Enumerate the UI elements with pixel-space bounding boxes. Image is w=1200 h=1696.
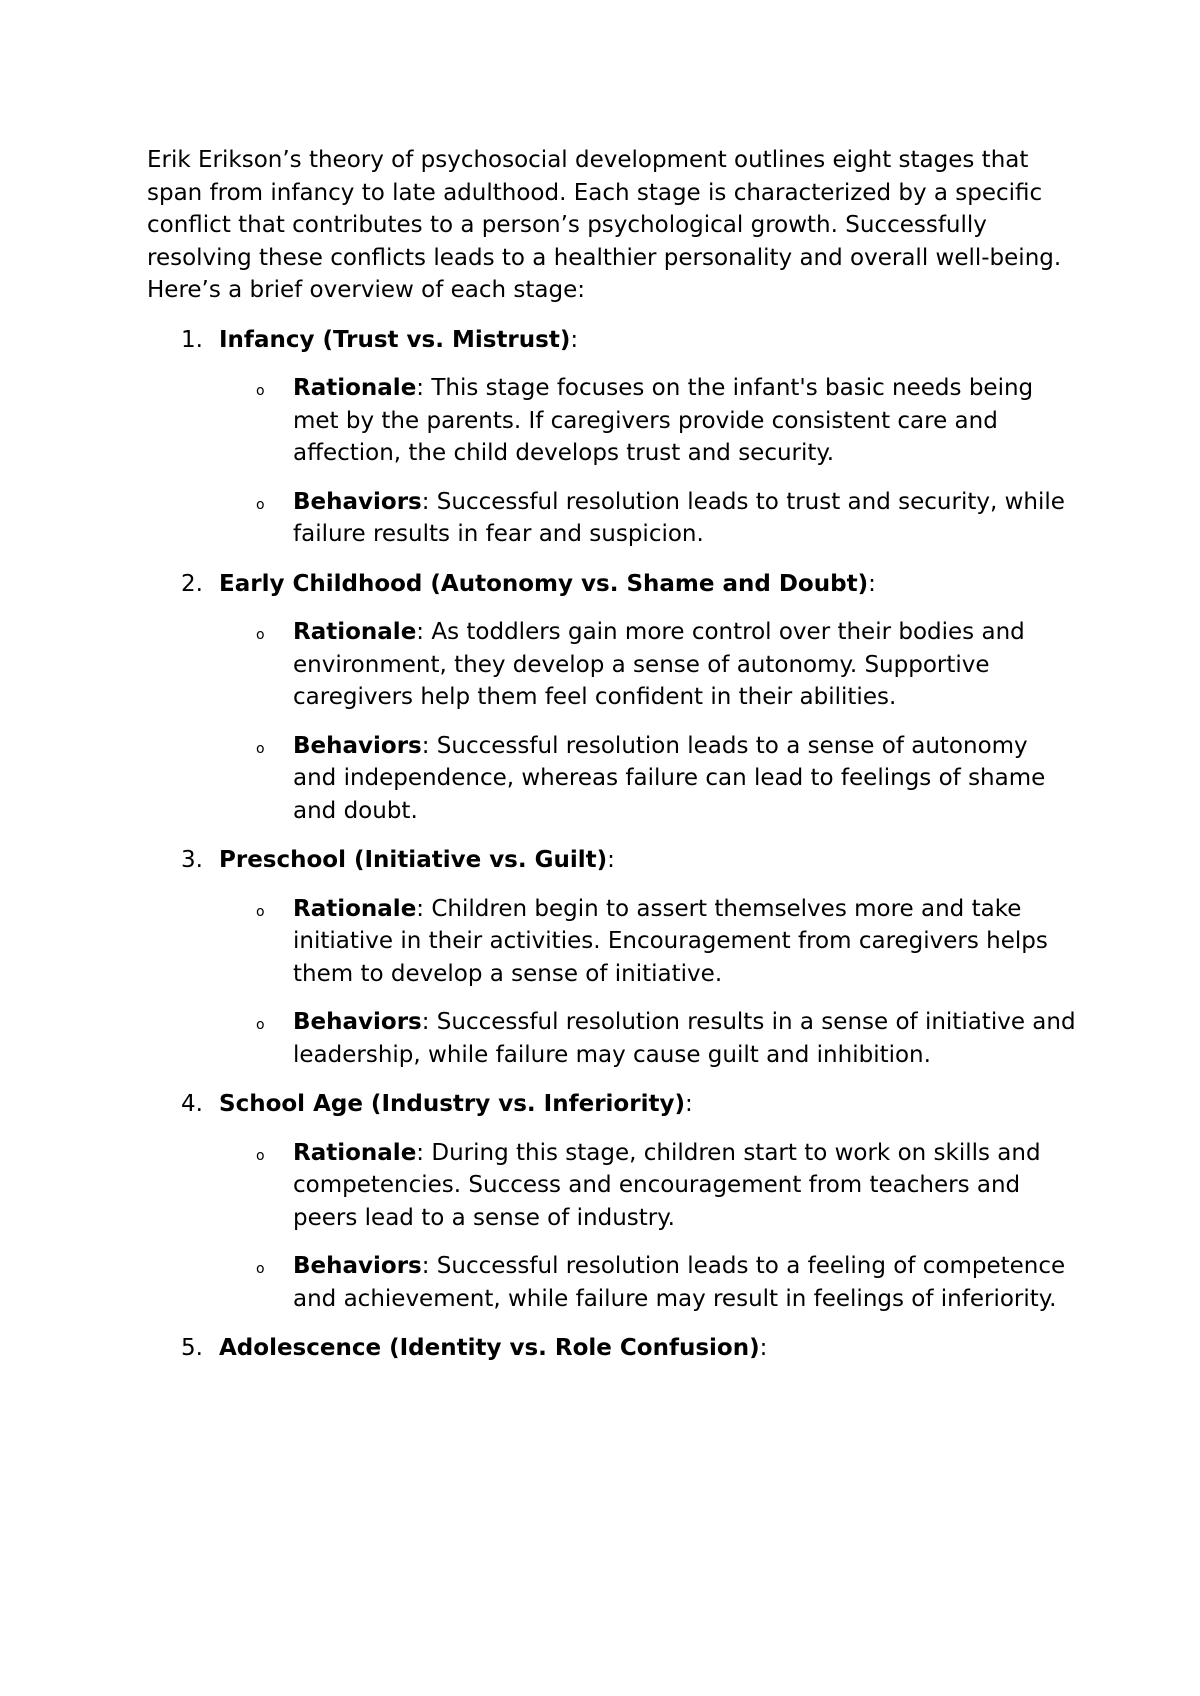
behaviors-item [147, 1250, 1077, 1315]
rationale-label: Rationale [293, 895, 417, 922]
stage-details [147, 372, 1077, 551]
bullet-marker: o [256, 496, 265, 513]
rationale-text: : As toddlers gain more control over their bodies and environment, they develop a sense of autonomy. Supportive caregivers help them feel confident in their abilities. [293, 619, 1025, 710]
stage-heading [147, 1332, 1077, 1365]
stage-title: Infancy (Trust vs. Mistrust) [219, 326, 571, 353]
stage-colon: : [759, 1335, 768, 1361]
bullet-marker: o [256, 1017, 265, 1033]
behaviors-text: : Successful resolution leads to a feeling of competence and achievement, while failure may result in feelings of inferiority. [293, 1253, 1066, 1312]
stage-title: School Age (Industry vs. Inferiority) [219, 1091, 685, 1117]
stage-number: 2. [181, 570, 203, 597]
behaviors-text: : Successful resolution leads to trust and security, while failure results in fear and suspicion. [293, 488, 1065, 547]
stage-colon: : [684, 1091, 693, 1117]
bullet-marker: o [256, 1261, 265, 1277]
rationale-label: Rationale [293, 375, 417, 401]
rationale-item [147, 893, 1077, 991]
behaviors-item [147, 486, 1077, 551]
stage-title: Preschool (Initiative vs. Guilt) [219, 847, 608, 873]
stage-colon: : [570, 326, 579, 353]
rationale-item [147, 616, 1077, 714]
stage-item [147, 324, 1077, 551]
bullet-marker: o [256, 383, 265, 399]
stage-colon: : [607, 847, 615, 873]
behaviors-label: Behaviors [293, 732, 422, 759]
stage-item [147, 844, 1077, 1071]
document-page [147, 144, 1077, 1365]
stage-number: 1. [181, 326, 203, 353]
rationale-label: Rationale [293, 1139, 417, 1166]
stage-details [147, 1137, 1077, 1316]
stage-heading [147, 844, 1077, 877]
stage-item [147, 1332, 1077, 1365]
stage-number: 3. [181, 847, 203, 873]
stage-item [147, 568, 1077, 828]
stage-number: 5. [181, 1335, 203, 1361]
stage-title: Adolescence (Identity vs. Role Confusion) [219, 1335, 760, 1361]
behaviors-item [147, 1006, 1077, 1071]
stage-item [147, 1088, 1077, 1315]
rationale-item [147, 1137, 1077, 1235]
behaviors-label: Behaviors [293, 1253, 422, 1279]
stage-list [147, 324, 1077, 1365]
bullet-marker: o [256, 903, 265, 920]
stage-details [147, 616, 1077, 827]
intro-paragraph: Erik Erikson’s theory of psychosocial development outlines eight stages that span from infancy to late adulthood. Each stage is characterized by a specific conflict that contributes to a person’s psychological growth. Successfully resolving these conflicts leads to a healthier personality and overall well-being. Here’s a brief overview of each stage: [147, 147, 1062, 303]
stage-heading [147, 324, 1077, 357]
behaviors-label: Behaviors [293, 488, 422, 515]
stage-title: Early Childhood (Autonomy vs. Shame and Doubt) [219, 570, 869, 597]
rationale-text: : Children begin to assert themselves more and take initiative in their activities. Encouragement from caregivers helps them to develop a sense of initiative. [293, 895, 1048, 987]
behaviors-text: : Successful resolution results in a sense of initiative and leadership, while failure may cause guilt and inhibition. [293, 1009, 1076, 1068]
rationale-text: : During this stage, children start to work on skills and competencies. Success and encouragement from teachers and peers lead to a sense of industry. [293, 1139, 1041, 1231]
rationale-item [147, 372, 1077, 470]
bullet-marker: o [256, 740, 265, 757]
stage-details [147, 893, 1077, 1072]
stage-colon: : [868, 570, 876, 597]
behaviors-label: Behaviors [293, 1009, 422, 1035]
bullet-marker: o [256, 627, 265, 643]
bullet-marker: o [256, 1147, 265, 1164]
stage-number: 4. [181, 1091, 203, 1117]
rationale-text: : This stage focuses on the infant's basic needs being met by the parents. If caregivers provide consistent care and affection, the child develops trust and security. [293, 375, 1034, 466]
behaviors-item [147, 730, 1077, 828]
stage-heading [147, 1088, 1077, 1121]
behaviors-text: : Successful resolution leads to a sense of autonomy and independence, whereas failure can lead to feelings of shame and doubt. [293, 732, 1046, 824]
stage-heading [147, 568, 1077, 601]
rationale-label: Rationale [293, 619, 417, 645]
